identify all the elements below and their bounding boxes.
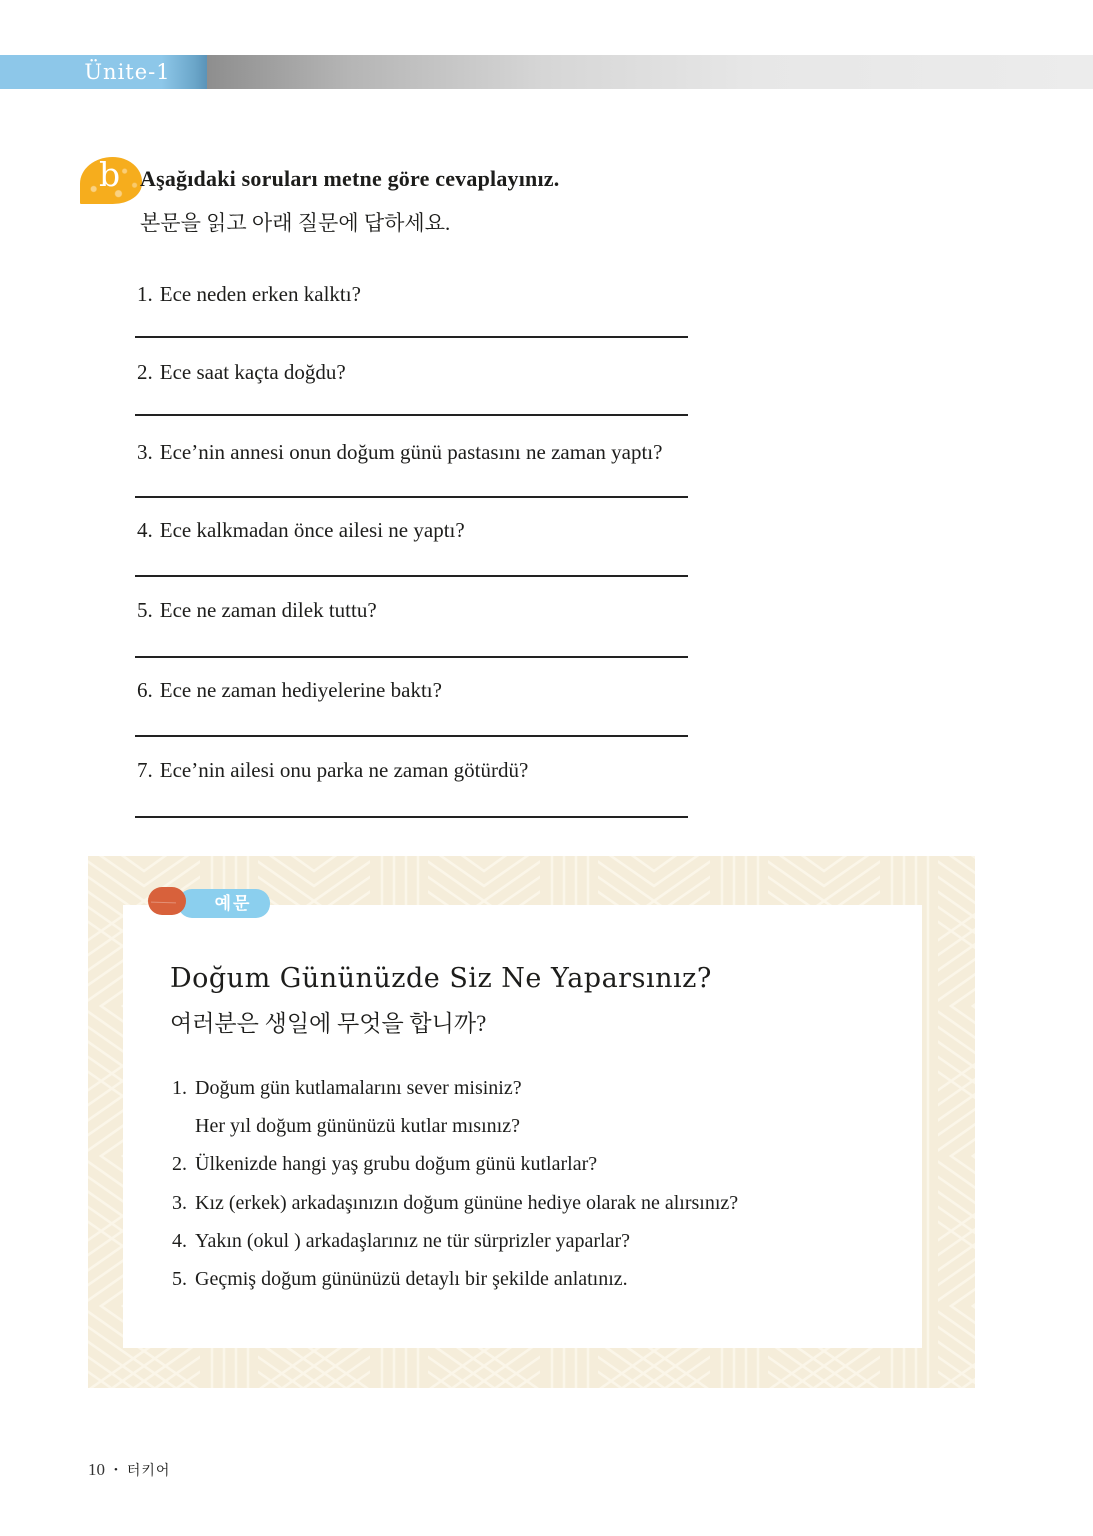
example-item-number: 2. — [172, 1153, 187, 1175]
question-number: 5. — [137, 598, 153, 622]
example-item-number: 3. — [172, 1192, 187, 1214]
page-number: 10 — [88, 1460, 105, 1479]
example-tag-ornament — [148, 887, 186, 915]
question-text — [137, 758, 688, 783]
example-card — [123, 905, 922, 1348]
example-panel — [88, 856, 975, 1388]
example-item-number: 1. — [172, 1077, 187, 1099]
example-list-item — [172, 1230, 630, 1253]
example-item-text: Doğum gün kutlamalarını sever misiniz? — [195, 1077, 522, 1099]
question-text — [137, 360, 688, 385]
question-number: 7. — [137, 758, 153, 782]
question-item — [135, 282, 688, 344]
question-text — [137, 598, 688, 623]
book-title: 터키어 — [126, 1462, 171, 1478]
answer-line — [135, 816, 688, 818]
answer-line — [135, 656, 688, 658]
example-item-text: Geçmiş doğum gününüzü detaylı bir şekilde anlatınız. — [195, 1268, 628, 1290]
exercise-marker-letter: b — [99, 155, 121, 194]
question-label: Ece ne zaman dilek tuttu? — [159, 598, 377, 622]
footer-separator: • — [114, 1464, 118, 1476]
answer-line — [135, 575, 688, 577]
example-list-item — [172, 1115, 520, 1138]
question-label: Ece’nin ailesi onu parka ne zaman götürdü? — [159, 758, 529, 782]
example-tag-badge: 예문 — [178, 889, 270, 918]
question-label: Ece ne zaman hediyelerine baktı? — [159, 678, 442, 702]
question-item — [135, 598, 688, 660]
exercise-marker-icon — [80, 157, 142, 204]
example-title-turkish: Doğum Gününüzde Siz Ne Yaparsınız? — [170, 963, 712, 994]
answer-line — [135, 496, 688, 498]
example-item-text: Kız (erkek) arkadaşınızın doğum gününe hediye olarak ne alırsınız? — [195, 1192, 739, 1214]
example-item-text: Her yıl doğum gününüzü kutlar mısınız? — [195, 1115, 520, 1137]
question-label: Ece’nin annesi onun doğum günü pastasını ne zaman yaptı? — [159, 440, 663, 464]
unit-label: Ünite-1 — [0, 55, 207, 89]
question-text — [137, 518, 688, 543]
example-list-item — [172, 1077, 522, 1100]
question-item — [135, 440, 688, 502]
question-label: Ece saat kaçta doğdu? — [159, 360, 346, 384]
example-list-item — [172, 1192, 738, 1215]
question-number: 4. — [137, 518, 153, 542]
page-header-bar — [0, 55, 1093, 89]
question-item — [135, 518, 688, 580]
example-item-number: 5. — [172, 1268, 187, 1290]
exercise-instruction-turkish: Aşağıdaki soruları metne göre cevaplayınız. — [140, 166, 560, 191]
question-text — [137, 440, 688, 465]
question-item — [135, 758, 688, 820]
question-number: 3. — [137, 440, 153, 464]
example-list-item — [172, 1153, 597, 1176]
question-label: Ece neden erken kalktı? — [159, 282, 361, 306]
page-footer — [88, 1460, 170, 1480]
example-item-text: Yakın (okul ) arkadaşlarınız ne tür sürprizler yaparlar? — [195, 1230, 631, 1252]
question-text — [137, 282, 688, 307]
answer-line — [135, 414, 688, 416]
question-label: Ece kalkmadan önce ailesi ne yaptı? — [159, 518, 465, 542]
example-item-text: Ülkenizde hangi yaş grubu doğum günü kutlarlar? — [195, 1153, 598, 1175]
answer-line — [135, 336, 688, 338]
question-text — [137, 678, 688, 703]
question-item — [135, 678, 688, 740]
exercise-instruction-korean: 본문을 읽고 아래 질문에 답하세요. — [140, 211, 451, 235]
answer-line — [135, 735, 688, 737]
question-number: 2. — [137, 360, 153, 384]
example-item-number: 4. — [172, 1230, 187, 1252]
question-number: 6. — [137, 678, 153, 702]
question-item — [135, 360, 688, 422]
example-title-korean: 여러분은 생일에 무엇을 합니까? — [170, 1011, 487, 1036]
header-gradient-strip — [207, 55, 1093, 89]
question-number: 1. — [137, 282, 153, 306]
example-list-item — [172, 1268, 628, 1291]
